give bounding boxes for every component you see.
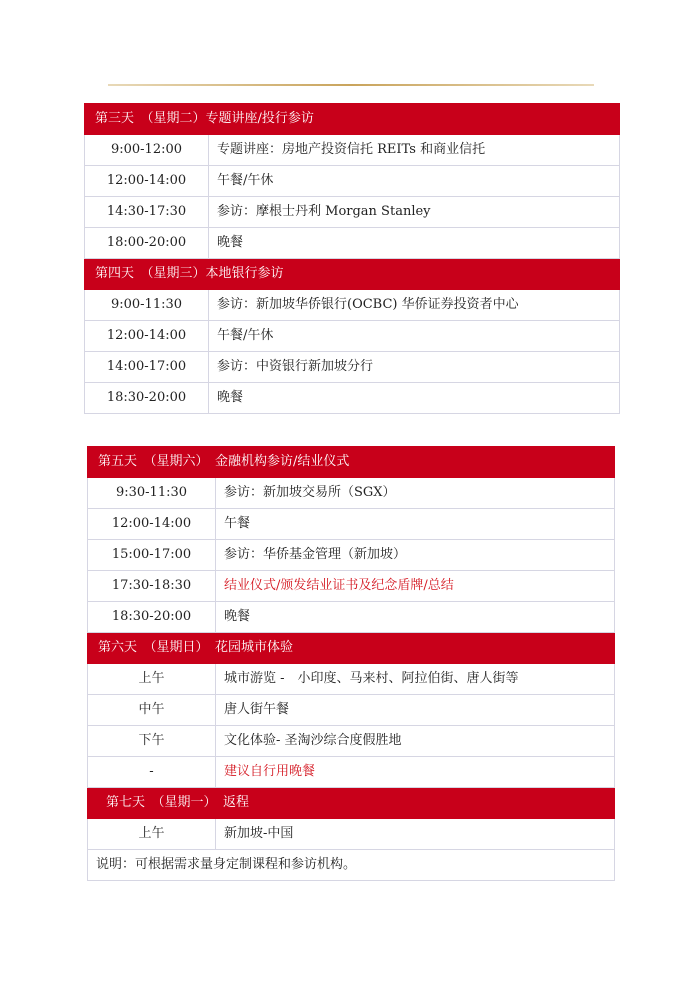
time-cell: 14:30-17:30 xyxy=(85,197,209,228)
activity-cell: 新加坡-中国 xyxy=(216,819,615,850)
time-cell: 下午 xyxy=(88,726,216,757)
time-cell: 中午 xyxy=(88,695,216,726)
day6-title: 第六天 （星期日） 花园城市体验 xyxy=(88,633,615,664)
activity-cell-highlight: 建议自行用晚餐 xyxy=(216,757,615,788)
day7-title: 第七天 （星期一） 返程 xyxy=(88,788,615,819)
activity-cell: 晚餐 xyxy=(209,228,620,259)
time-cell: 15:00-17:00 xyxy=(88,540,216,571)
table-row xyxy=(88,540,615,571)
activity-cell: 晚餐 xyxy=(216,602,615,633)
schedule-table-1 xyxy=(84,103,620,414)
activity-cell: 文化体验- 圣淘沙综合度假胜地 xyxy=(216,726,615,757)
day4-header xyxy=(85,259,620,290)
time-cell: 上午 xyxy=(88,664,216,695)
table-row xyxy=(88,478,615,509)
activity-cell: 午餐/午休 xyxy=(209,321,620,352)
schedule-table-2 xyxy=(87,446,615,881)
activity-cell: 参访：华侨基金管理（新加坡） xyxy=(216,540,615,571)
time-cell: 14:00-17:00 xyxy=(85,352,209,383)
top-divider xyxy=(108,84,594,86)
activity-cell: 参访：摩根士丹利 Morgan Stanley xyxy=(209,197,620,228)
day5-title: 第五天 （星期六） 金融机构参访/结业仪式 xyxy=(88,447,615,478)
day6-header xyxy=(88,633,615,664)
time-cell: - xyxy=(88,757,216,788)
time-cell: 18:30-20:00 xyxy=(88,602,216,633)
day3-header xyxy=(85,104,620,135)
activity-cell: 唐人街午餐 xyxy=(216,695,615,726)
activity-cell-highlight: 结业仪式/颁发结业证书及纪念盾牌/总结 xyxy=(216,571,615,602)
table-row xyxy=(85,197,620,228)
time-cell: 12:00-14:00 xyxy=(85,321,209,352)
table-row xyxy=(88,664,615,695)
day3-title: 第三天 （星期二）专题讲座/投行参访 xyxy=(85,104,620,135)
table-row xyxy=(88,726,615,757)
note-text: 说明：可根据需求量身定制课程和参访机构。 xyxy=(88,850,615,881)
day7-header xyxy=(88,788,615,819)
time-cell: 9:30-11:30 xyxy=(88,478,216,509)
activity-cell: 参访：中资银行新加坡分行 xyxy=(209,352,620,383)
activity-cell: 晚餐 xyxy=(209,383,620,414)
table-row xyxy=(85,228,620,259)
activity-cell: 午餐 xyxy=(216,509,615,540)
table-row xyxy=(88,571,615,602)
activity-cell: 参访：新加坡交易所（SGX） xyxy=(216,478,615,509)
activity-cell: 专题讲座：房地产投资信托 REITs 和商业信托 xyxy=(209,135,620,166)
time-cell: 18:30-20:00 xyxy=(85,383,209,414)
table-row xyxy=(88,602,615,633)
time-cell: 上午 xyxy=(88,819,216,850)
activity-cell: 午餐/午休 xyxy=(209,166,620,197)
table-row xyxy=(85,352,620,383)
table-row xyxy=(88,695,615,726)
time-cell: 12:00-14:00 xyxy=(85,166,209,197)
table-row xyxy=(88,757,615,788)
table-row xyxy=(88,509,615,540)
table-row xyxy=(85,383,620,414)
day4-title: 第四天 （星期三）本地银行参访 xyxy=(85,259,620,290)
activity-cell: 城市游览 - 小印度、马来村、阿拉伯街、唐人街等 xyxy=(216,664,615,695)
day5-header xyxy=(88,447,615,478)
time-cell: 17:30-18:30 xyxy=(88,571,216,602)
table-row xyxy=(85,135,620,166)
table-row xyxy=(85,290,620,321)
note-row xyxy=(88,850,615,881)
time-cell: 9:00-11:30 xyxy=(85,290,209,321)
time-cell: 18:00-20:00 xyxy=(85,228,209,259)
time-cell: 12:00-14:00 xyxy=(88,509,216,540)
table-row xyxy=(85,321,620,352)
time-cell: 9:00-12:00 xyxy=(85,135,209,166)
table-row xyxy=(85,166,620,197)
activity-cell: 参访：新加坡华侨银行(OCBC) 华侨证券投资者中心 xyxy=(209,290,620,321)
table-row xyxy=(88,819,615,850)
